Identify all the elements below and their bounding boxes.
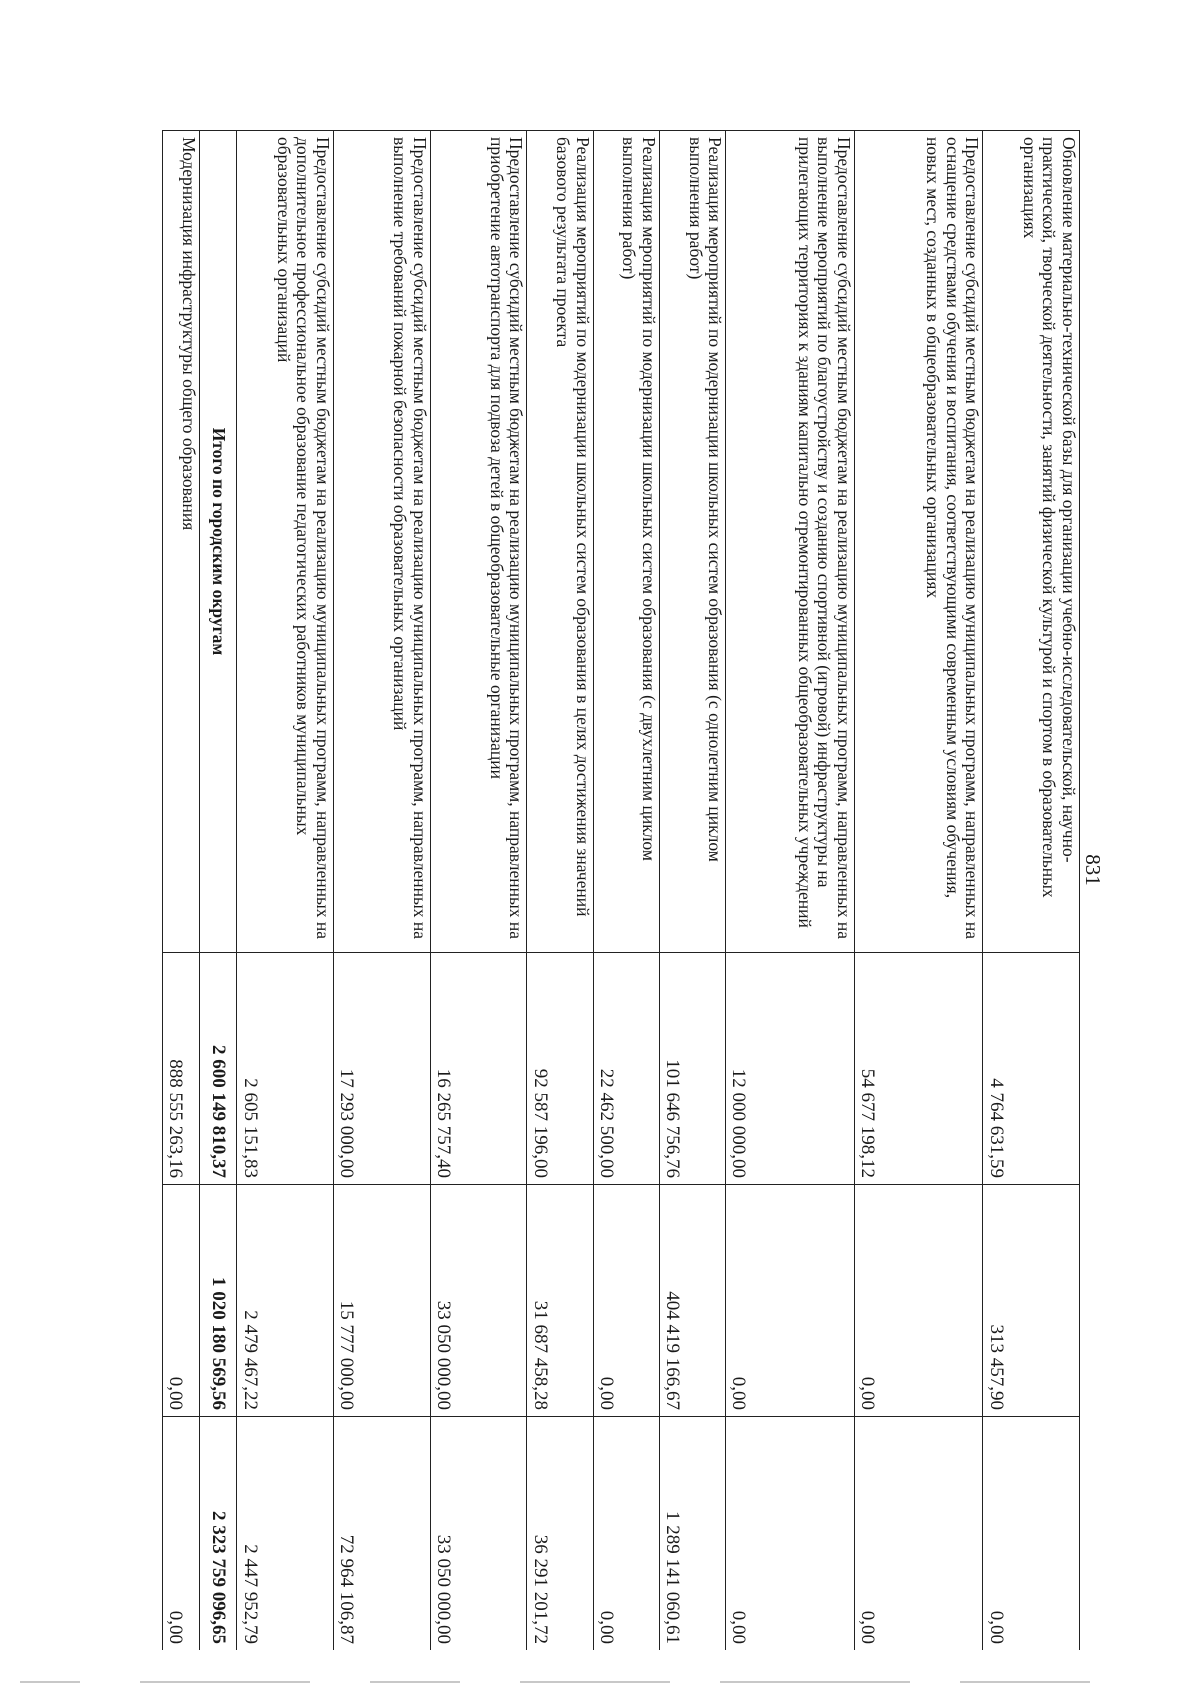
scan-artifact bbox=[720, 1681, 910, 1683]
scan-artifact bbox=[520, 1681, 670, 1683]
row-value-1: 4 764 631,59 bbox=[983, 953, 1080, 1185]
row-value-3: 72 964 106,87 bbox=[333, 1417, 430, 1651]
row-value-2: 313 457,90 bbox=[983, 1185, 1080, 1417]
row-value-2: 31 687 458,28 bbox=[527, 1185, 593, 1417]
row-value-2: 0,00 bbox=[163, 1185, 200, 1417]
table-row bbox=[237, 131, 334, 1651]
row-description: Предоставление субсидий местным бюджетам на реализацию муниципальных программ, направленных на выполнение мероприятий по благоустройству и созданию спортивной (игровой) инфраструктуры на прилегающих территориях к зданиям капитально отремонтированных общеобразовательных учреждений bbox=[726, 131, 855, 953]
row-description: Реализация мероприятий по модернизации школьных систем образования (с двухлетним циклом выполнения работ) bbox=[593, 131, 659, 953]
row-value-1: 92 587 196,00 bbox=[527, 953, 593, 1185]
scan-artifact bbox=[140, 1681, 310, 1683]
total-value-3: 2 323 759 096,65 bbox=[200, 1417, 237, 1651]
row-value-3: 2 447 952,79 bbox=[237, 1417, 334, 1651]
row-value-2: 0,00 bbox=[593, 1185, 659, 1417]
row-description: Реализация мероприятий по модернизации школьных систем образования (с однолетним циклом выполнения работ) bbox=[659, 131, 725, 953]
row-value-1: 2 605 151,83 bbox=[237, 953, 334, 1185]
budget-table bbox=[162, 130, 1080, 1650]
table-row bbox=[593, 131, 659, 1651]
scan-artifact bbox=[20, 1681, 80, 1683]
row-value-2: 404 419 166,67 bbox=[659, 1185, 725, 1417]
total-label: Итого по городским округам bbox=[200, 131, 237, 953]
row-value-2: 0,00 bbox=[726, 1185, 855, 1417]
row-value-1: 22 462 500,00 bbox=[593, 953, 659, 1185]
row-value-3: 33 050 000,00 bbox=[430, 1417, 527, 1651]
row-value-2: 33 050 000,00 bbox=[430, 1185, 527, 1417]
row-description: Обновление материально-технической базы для организации учебно-исследовательской, научно-практической, творческой деятельности, занятий физической культурой и спортом в образовательных организациях bbox=[983, 131, 1080, 953]
row-value-3: 0,00 bbox=[983, 1417, 1080, 1651]
table-row bbox=[430, 131, 527, 1651]
row-description: Предоставление субсидий местным бюджетам на реализацию муниципальных программ, направленных на дополнительное профессиональное образование педагогических работников муниципальных образовательных организаций bbox=[237, 131, 334, 953]
total-row bbox=[200, 131, 237, 1651]
budget-table-rotated bbox=[162, 130, 1080, 1650]
row-value-1: 17 293 000,00 bbox=[333, 953, 430, 1185]
budget-table-wrapper bbox=[162, 130, 1080, 1650]
row-value-3: 36 291 201,72 bbox=[527, 1417, 593, 1651]
row-value-3: 0,00 bbox=[593, 1417, 659, 1651]
row-value-1: 101 646 756,76 bbox=[659, 953, 725, 1185]
table-row bbox=[983, 131, 1080, 1651]
page-number: 831 bbox=[1081, 854, 1105, 886]
table-row bbox=[854, 131, 983, 1651]
row-value-2: 2 479 467,22 bbox=[237, 1185, 334, 1417]
row-value-3: 0,00 bbox=[163, 1417, 200, 1651]
row-value-2: 15 777 000,00 bbox=[333, 1185, 430, 1417]
scan-artifact bbox=[960, 1681, 1090, 1683]
row-value-1: 54 677 198,12 bbox=[854, 953, 983, 1185]
table-row bbox=[659, 131, 725, 1651]
row-value-2: 0,00 bbox=[854, 1185, 983, 1417]
total-value-2: 1 020 180 569,56 bbox=[200, 1185, 237, 1417]
scan-artifact bbox=[370, 1681, 460, 1683]
row-value-1: 16 265 757,40 bbox=[430, 953, 527, 1185]
row-description: Предоставление субсидий местным бюджетам на реализацию муниципальных программ, направленных на приобретение автотранспорта для подвоза детей в общеобразовательные организации bbox=[430, 131, 527, 953]
row-value-3: 0,00 bbox=[726, 1417, 855, 1651]
table-row bbox=[726, 131, 855, 1651]
row-value-1: 888 555 263,16 bbox=[163, 953, 200, 1185]
row-value-1: 12 000 000,00 bbox=[726, 953, 855, 1185]
table-row bbox=[527, 131, 593, 1651]
table-row bbox=[163, 131, 200, 1651]
row-description: Модернизация инфраструктуры общего образования bbox=[163, 131, 200, 953]
row-description: Реализация мероприятий по модернизации школьных систем образования в целях достижения значений базового результата проекта bbox=[527, 131, 593, 953]
row-value-3: 0,00 bbox=[854, 1417, 983, 1651]
row-value-3: 1 289 141 060,61 bbox=[659, 1417, 725, 1651]
row-description: Предоставление субсидий местным бюджетам на реализацию муниципальных программ, направленных на оснащение средствами обучения и воспитания, соответствующими современным условиям обучения, новых мест, созданных в общеобразовательных организациях bbox=[854, 131, 983, 953]
table-row bbox=[333, 131, 430, 1651]
total-value-1: 2 600 149 810,37 bbox=[200, 953, 237, 1185]
row-description: Предоставление субсидий местным бюджетам на реализацию муниципальных программ, направленных на выполнение требований пожарной безопасности образовательных организаций bbox=[333, 131, 430, 953]
